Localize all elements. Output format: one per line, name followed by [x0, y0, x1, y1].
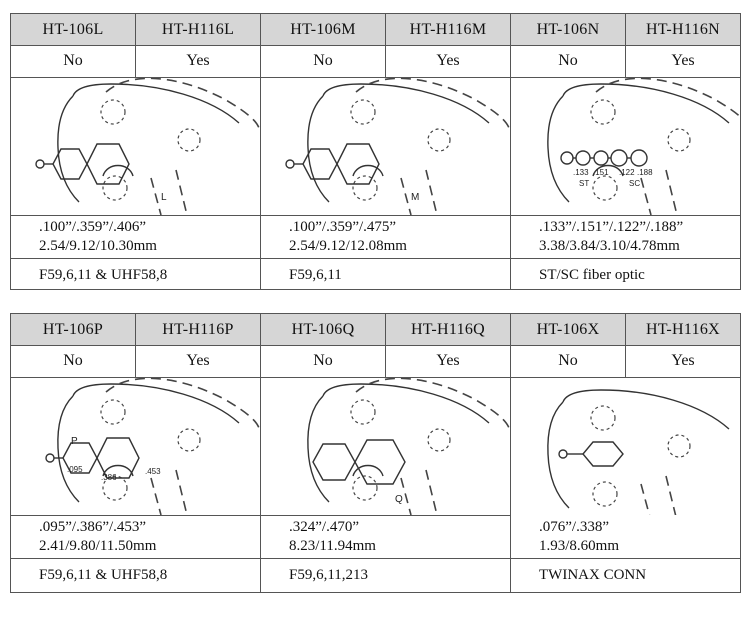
- availability-b: Yes: [625, 345, 740, 377]
- die-letter: P: [71, 436, 78, 447]
- spec-inch: .095”/.386”/.453”: [39, 519, 147, 535]
- model-a: HT-106X: [536, 320, 600, 338]
- model-b: HT-H116Q: [385, 314, 510, 345]
- model-header: [11, 314, 260, 346]
- model-header: [511, 314, 740, 346]
- spec-inch: .133”/.151”/.122”/.188”: [539, 219, 684, 235]
- die-label-1: .095: [67, 465, 83, 474]
- die-drawing: [261, 378, 510, 516]
- availability-a: No: [313, 52, 333, 69]
- application: F59,6,11 & UHF58,8: [39, 266, 168, 283]
- spec-mm: 2.41/9.80/11.50mm: [39, 538, 157, 554]
- availability-row: [511, 345, 740, 378]
- availability-a: No: [558, 352, 578, 369]
- model-a: HT-106N: [536, 20, 600, 38]
- availability-row: [511, 45, 740, 78]
- die-label-3: .122: [619, 168, 635, 177]
- die-card-x: [510, 313, 741, 593]
- die-label-1: .133: [573, 168, 589, 177]
- spec-block: [261, 216, 510, 259]
- spec-inch: .076”/.338”: [539, 519, 609, 535]
- die-card-l: [10, 13, 261, 290]
- crimp-die-diagram: [261, 378, 510, 515]
- die-drawing: [11, 78, 260, 216]
- die-drawing: [261, 78, 510, 216]
- spec-block: [511, 516, 740, 559]
- model-a: HT-106L: [42, 20, 104, 38]
- die-label-2: .151: [593, 168, 609, 177]
- spec-block: [511, 216, 740, 259]
- availability-row: [261, 45, 510, 78]
- crimp-die-diagram: [511, 378, 740, 515]
- die-letter: M: [411, 192, 420, 203]
- application: F59,6,11: [289, 266, 342, 283]
- crimp-die-diagram: [261, 78, 510, 215]
- spec-mm: 2.54/9.12/12.08mm: [289, 238, 407, 254]
- spec-block: [11, 216, 260, 259]
- die-card-m: [260, 13, 511, 290]
- model-b: HT-H116X: [625, 314, 740, 345]
- die-letter: L: [161, 192, 167, 203]
- model-header: [511, 14, 740, 46]
- spec-block: [11, 516, 260, 559]
- spec-inch: .100”/.359”/.475”: [289, 219, 397, 235]
- spec-mm: 8.23/11.94mm: [289, 538, 376, 554]
- availability-b: Yes: [625, 45, 740, 77]
- spec-inch: .324”/.470”: [289, 519, 359, 535]
- model-b: HT-H116P: [135, 314, 260, 345]
- spec-mm: 3.38/3.84/3.10/4.78mm: [539, 238, 680, 254]
- availability-b: Yes: [135, 345, 260, 377]
- die-card-q: [260, 313, 511, 593]
- model-b: HT-H116M: [385, 14, 510, 45]
- die-sc-label: SC: [629, 179, 641, 188]
- availability-a: No: [313, 352, 333, 369]
- model-a: HT-106M: [290, 20, 356, 38]
- die-label-2: .386: [101, 473, 117, 482]
- model-a: HT-106Q: [291, 320, 355, 338]
- die-label-3: .453: [145, 467, 161, 476]
- availability-a: No: [63, 52, 83, 69]
- application: TWINAX CONN: [539, 566, 647, 583]
- application: F59,6,11,213: [289, 566, 369, 583]
- model-a: HT-106P: [42, 320, 104, 338]
- availability-row: [11, 345, 260, 378]
- availability-b: Yes: [385, 45, 510, 77]
- spec-mm: 1.93/8.60mm: [539, 538, 620, 554]
- crimp-die-diagram: [11, 378, 260, 515]
- model-b: HT-H116L: [135, 14, 260, 45]
- model-b: HT-H116N: [625, 14, 740, 45]
- model-header: [11, 14, 260, 46]
- availability-b: Yes: [135, 45, 260, 77]
- die-drawing: [511, 378, 740, 515]
- die-drawing: [11, 378, 260, 516]
- spec-block: [261, 516, 510, 559]
- spec-inch: .100”/.359”/.406”: [39, 219, 147, 235]
- crimp-die-diagram: [511, 78, 740, 215]
- application: F59,6,11 & UHF58,8: [39, 566, 168, 583]
- die-label-4: .188: [637, 168, 653, 177]
- availability-a: No: [558, 52, 578, 69]
- crimp-die-diagram: [11, 78, 260, 215]
- die-drawing: [511, 78, 740, 216]
- availability-a: No: [63, 352, 83, 369]
- die-letter: Q: [395, 494, 403, 505]
- availability-b: Yes: [385, 345, 510, 377]
- application: ST/SC fiber optic: [539, 266, 645, 283]
- fiber-die-circles: [561, 150, 647, 166]
- availability-row: [261, 345, 510, 378]
- spec-mm: 2.54/9.12/10.30mm: [39, 238, 157, 254]
- die-card-p: [10, 313, 261, 593]
- model-header: [261, 314, 510, 346]
- availability-row: [11, 45, 260, 78]
- die-st-label: ST: [579, 179, 590, 188]
- die-card-n: [510, 13, 741, 290]
- model-header: [261, 14, 510, 46]
